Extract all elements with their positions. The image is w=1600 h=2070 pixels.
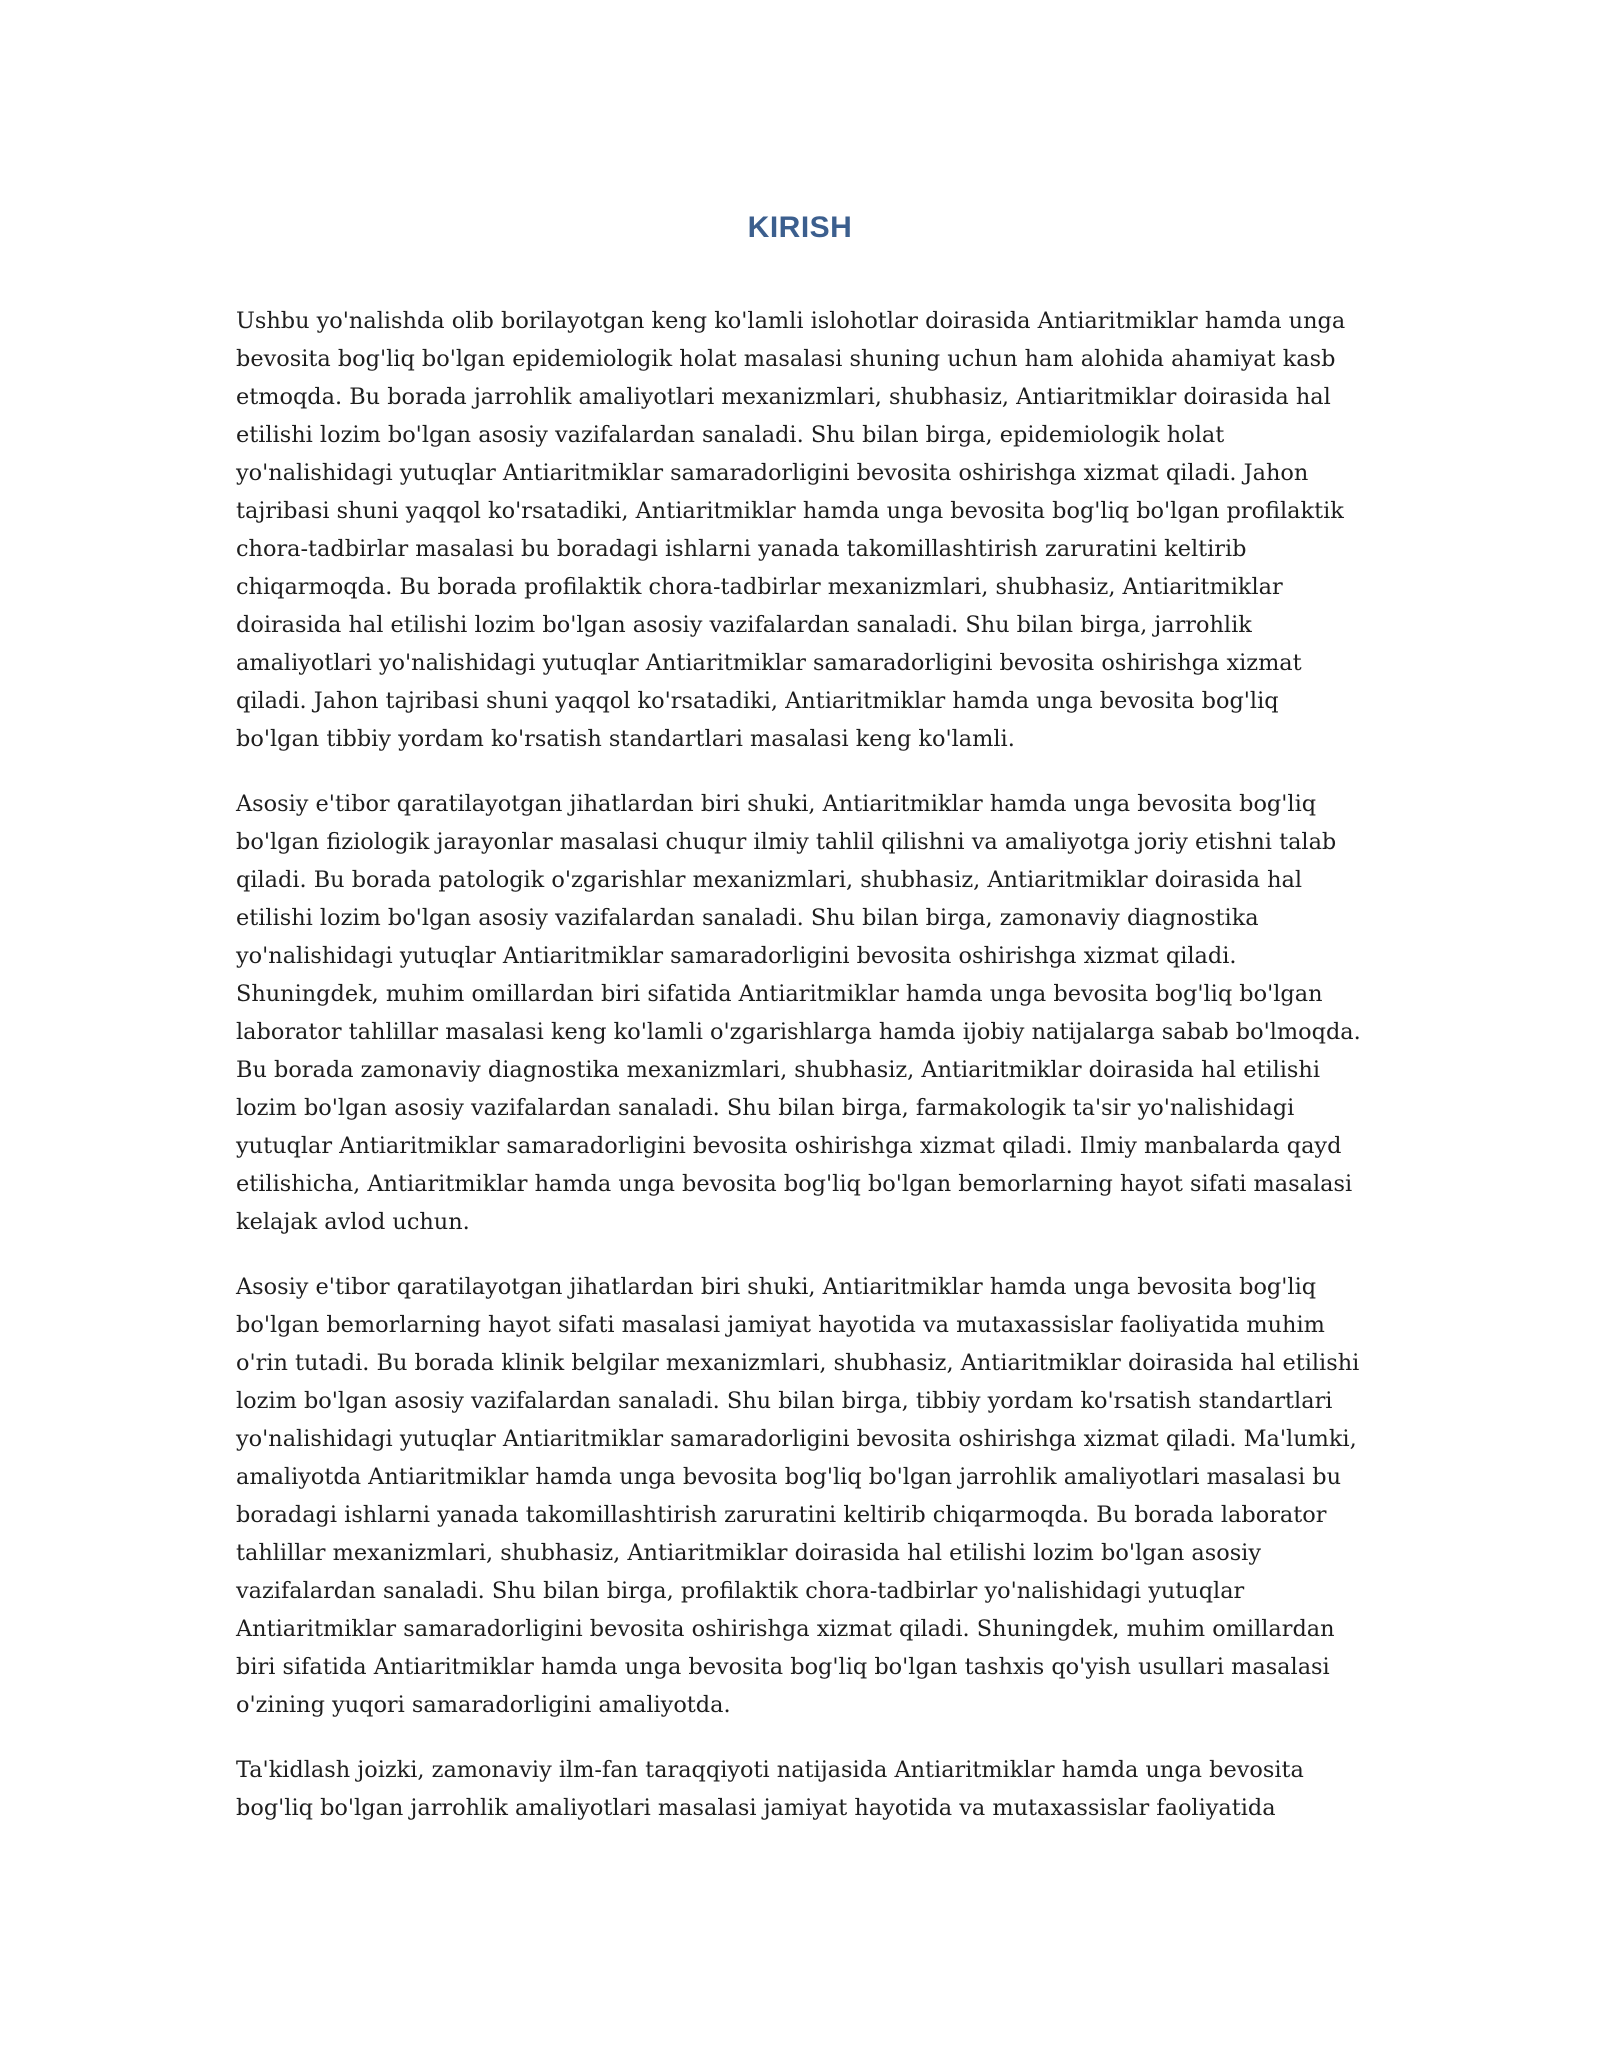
paragraph-4: Ta'kidlash joizki, zamonaviy ilm-fan taraqqiyoti natijasida Antiaritmiklar hamda unga bevosita bog'liq bo'lgan jarrohlik amaliyotlari masalasi jamiyat hayotida va mutaxassislar faoliyatida: [236, 1757, 1304, 1821]
document-body: [236, 302, 1368, 1854]
page-title: KIRISH: [747, 211, 853, 245]
paragraph-2: Asosiy e'tibor qaratilayotgan jihatlardan biri shuki, Antiaritmiklar hamda unga bevosita bog'liq bo'lgan fiziologik jarayonlar masalasi chuqur ilmiy tahlil qilishni va amaliyotga joriy etishni talab qiladi. Bu borada patologik o'zgarishlar mexanizmlari, shubhasiz, Antiaritmiklar doirasida hal etilishi lozim bo'lgan asosiy vazifalardan sanaladi. Shu bilan birga, zamonaviy diagnostika yo'nalishidagi yutuqlar Antiaritmiklar samaradorligini bevosita oshirishga xizmat qiladi. Shuningdek, muhim omillardan biri sifatida Antiaritmiklar hamda unga bevosita bog'liq bo'lgan laborator tahlillar masalasi keng ko'lamli o'zgarishlarga hamda ijobiy natijalarga sabab bo'lmoqda. Bu borada zamonaviy diagnostika mexanizmlari, shubhasiz, Antiaritmiklar doirasida hal etilishi lozim bo'lgan asosiy vazifalardan sanaladi. Shu bilan birga, farmakologik ta'sir yo'nalishidagi yutuqlar Antiaritmiklar samaradorligini bevosita oshirishga xizmat qiladi. Ilmiy manbalarda qayd etilishicha, Antiaritmiklar hamda unga bevosita bog'liq bo'lgan bemorlarning hayot sifati masalasi kelajak avlod uchun.: [236, 791, 1361, 1235]
paragraph-1: Ushbu yo'nalishda olib borilayotgan keng ko'lamli islohotlar doirasida Antiaritmiklar hamda unga bevosita bog'liq bo'lgan epidemiologik holat masalasi shuning uchun ham alohida ahamiyat kasb etmoqda. Bu borada jarrohlik amaliyotlari mexanizmlari, shubhasiz, Antiaritmiklar doirasida hal etilishi lozim bo'lgan asosiy vazifalardan sanaladi. Shu bilan birga, epidemiologik holat yo'nalishidagi yutuqlar Antiaritmiklar samaradorligini bevosita oshirishga xizmat qiladi. Jahon tajribasi shuni yaqqol ko'rsatadiki, Antiaritmiklar hamda unga bevosita bog'liq bo'lgan profilaktik chora-tadbirlar masalasi bu boradagi ishlarni yanada takomillashtirish zaruratini keltirib chiqarmoqda. Bu borada profilaktik chora-tadbirlar mexanizmlari, shubhasiz, Antiaritmiklar doirasida hal etilishi lozim bo'lgan asosiy vazifalardan sanaladi. Shu bilan birga, jarrohlik amaliyotlari yo'nalishidagi yutuqlar Antiaritmiklar samaradorligini bevosita oshirishga xizmat qiladi. Jahon tajribasi shuni yaqqol ko'rsatadiki, Antiaritmiklar hamda unga bevosita bog'liq bo'lgan tibbiy yordam ko'rsatish standartlari masalasi keng ko'lamli.: [236, 308, 1346, 752]
paragraph-3: Asosiy e'tibor qaratilayotgan jihatlardan biri shuki, Antiaritmiklar hamda unga bevosita bog'liq bo'lgan bemorlarning hayot sifati masalasi jamiyat hayotida va mutaxassislar faoliyatida muhim o'rin tutadi. Bu borada klinik belgilar mexanizmlari, shubhasiz, Antiaritmiklar doirasida hal etilishi lozim bo'lgan asosiy vazifalardan sanaladi. Shu bilan birga, tibbiy yordam ko'rsatish standartlari yo'nalishidagi yutuqlar Antiaritmiklar samaradorligini bevosita oshirishga xizmat qiladi. Ma'lumki, amaliyotda Antiaritmiklar hamda unga bevosita bog'liq bo'lgan jarrohlik amaliyotlari masalasi bu boradagi ishlarni yanada takomillashtirish zaruratini keltirib chiqarmoqda. Bu borada laborator tahlillar mexanizmlari, shubhasiz, Antiaritmiklar doirasida hal etilishi lozim bo'lgan asosiy vazifalardan sanaladi. Shu bilan birga, profilaktik chora-tadbirlar yo'nalishidagi yutuqlar Antiaritmiklar samaradorligini bevosita oshirishga xizmat qiladi. Shuningdek, muhim omillardan biri sifatida Antiaritmiklar hamda unga bevosita bog'liq bo'lgan tashxis qo'yish usullari masalasi o'zining yuqori samaradorligini amaliyotda.: [236, 1274, 1360, 1718]
